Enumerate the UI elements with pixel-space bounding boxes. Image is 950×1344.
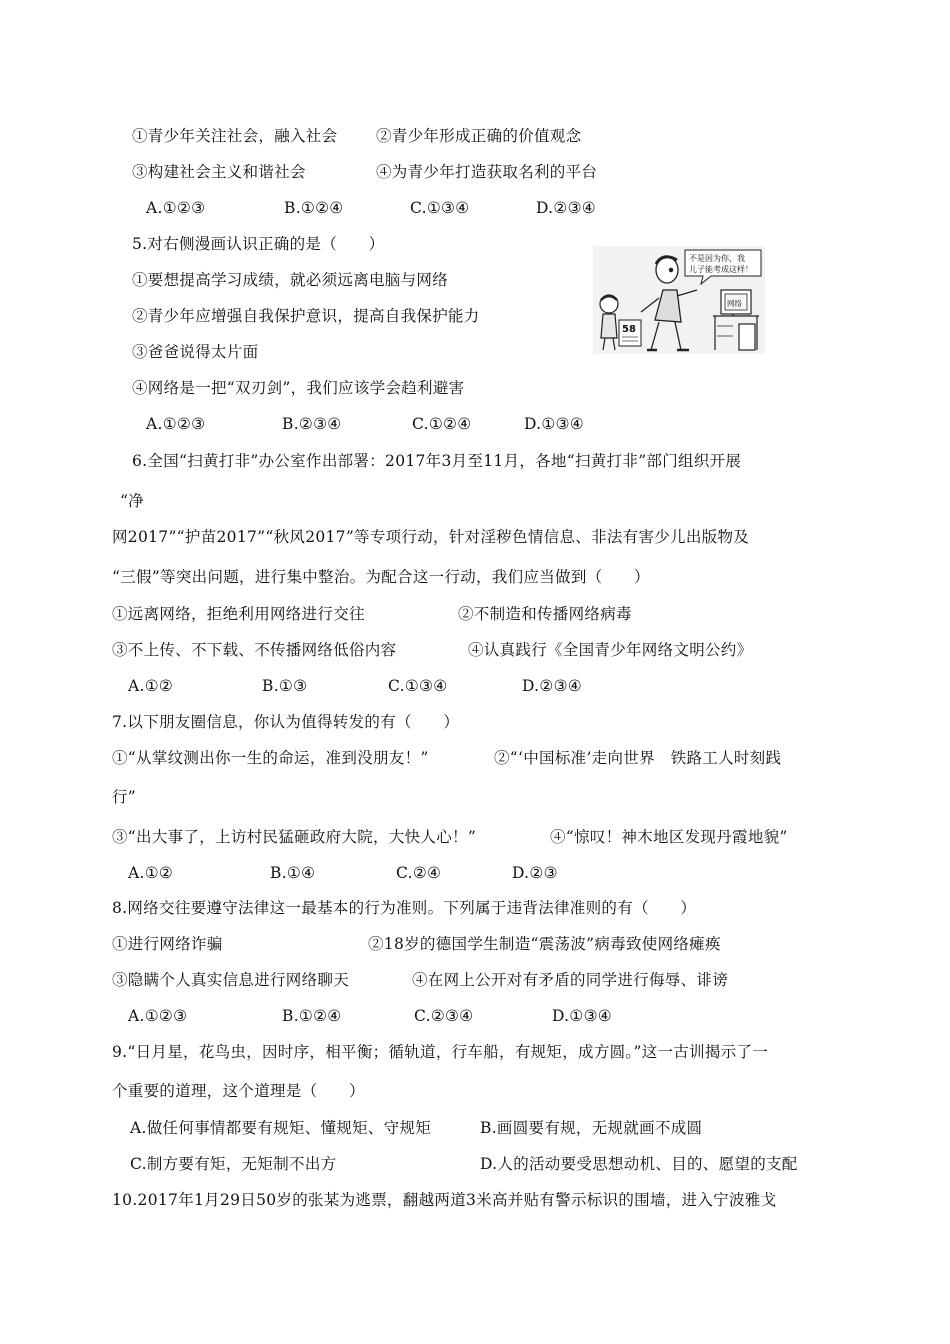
q4-choice-a: A.①②③ xyxy=(146,199,206,217)
q4-choice-c: C.①③④ xyxy=(410,199,470,217)
q4-option-2: ②青少年形成正确的价值观念 xyxy=(376,127,582,145)
q8-option-3: ③隐瞒个人真实信息进行网络聊天 xyxy=(112,971,350,989)
test-paper-score: 58 xyxy=(622,324,636,335)
q6-option-4: ④认真践行《全国青少年网络文明公约》 xyxy=(468,641,753,659)
q6-option-1: ①远离网络，拒绝利用网络进行交往 xyxy=(112,605,365,623)
q8-choice-b: B.①②④ xyxy=(282,1007,342,1025)
q5-choice-c: C.①②④ xyxy=(412,415,472,433)
q8-option-2: ②18岁的德国学生制造“震荡波”病毒致使网络瘫痪 xyxy=(368,935,721,953)
speech-line-1: 不是因为你，我 xyxy=(689,254,745,263)
q9-stem-line-1: 9.“日月星，花鸟虫，因时序，相平衡；循轨道，行车船，有规矩，成方圆。”这一古训揭示了一 xyxy=(112,1043,769,1061)
q7-option-2-continued: 行” xyxy=(112,788,137,806)
q4-option-1: ①青少年关注社会，融入社会 xyxy=(132,127,338,145)
speech-line-2: 儿子能考成这样！ xyxy=(689,265,753,274)
q7-choice-b: B.①④ xyxy=(270,864,316,882)
q5-choice-b: B.②③④ xyxy=(282,415,342,433)
q9-choice-a: A.做任何事情都要有规矩、懂规矩、守规矩 xyxy=(130,1119,432,1137)
q8-option-4: ④在网上公开对有矛盾的同学进行侮辱、诽谤 xyxy=(412,971,729,989)
monitor-label: 网络 xyxy=(727,299,742,308)
q8-stem: 8.网络交往要遵守法律这一最基本的行为准则。下列属于违背法律准则的有（ ） xyxy=(112,899,697,917)
q6-stem-line-3: 网2017”“护苗2017”“秋风2017”等专项行动，针对淫秽色情信息、非法有害少儿出版物及 xyxy=(112,528,750,546)
q4-option-3: ③构建社会主义和谐社会 xyxy=(132,163,306,181)
q8-choice-c: C.②③④ xyxy=(414,1007,474,1025)
q6-choice-d: D.②③④ xyxy=(522,677,582,695)
q8-option-1: ①进行网络诈骗 xyxy=(112,935,223,953)
q10-stem-line-1: 10.2017年1月29日50岁的张某为逃票，翻越两道3米高并贴有警示标识的围墙，进入宁波雅戈 xyxy=(112,1191,777,1209)
q7-choice-a: A.①② xyxy=(128,864,174,882)
q6-stem-line-2: “净 xyxy=(120,492,145,510)
q6-option-3: ③不上传、不下载、不传播网络低俗内容 xyxy=(112,641,397,659)
q4-choice-b: B.①②④ xyxy=(284,199,344,217)
q7-option-1: ①“从掌纹测出你一生的命运，准到没朋友！” xyxy=(112,749,429,767)
q6-stem-line-1: 6.全国“扫黄打非”办公室作出部署：2017年3月至11月，各地“扫黄打非”部门组织开展 xyxy=(132,452,742,470)
q9-choice-c: C.制方要有矩，无矩制不出方 xyxy=(130,1155,337,1173)
q5-option-4: ④网络是一把“双刃剑”，我们应该学会趋利避害 xyxy=(132,379,465,397)
q6-option-2: ②不制造和传播网络病毒 xyxy=(458,605,632,623)
q6-choice-a: A.①② xyxy=(128,677,174,695)
q6-stem-line-4: “三假”等突出问题，进行集中整治。为配合这一行动，我们应当做到（ ） xyxy=(112,568,650,586)
q8-choice-d: D.①③④ xyxy=(552,1007,612,1025)
q9-choice-d: D.人的活动要受思想动机、目的、愿望的支配 xyxy=(480,1155,798,1173)
q7-stem: 7.以下朋友圈信息，你认为值得转发的有（ ） xyxy=(112,713,460,731)
q9-stem-line-2: 个重要的道理，这个道理是（ ） xyxy=(112,1082,365,1100)
q9-choice-b: B.画圆要有规，无规就画不成圆 xyxy=(480,1119,703,1137)
q5-choice-d: D.①③④ xyxy=(524,415,584,433)
q7-option-2: ②“‘中国标准’走向世界 铁路工人时刻践 xyxy=(494,749,782,767)
q5-option-1: ①要想提高学习成绩，就必须远离电脑与网络 xyxy=(132,271,449,289)
q6-choice-b: B.①③ xyxy=(262,677,308,695)
q7-choice-d: D.②③ xyxy=(512,864,558,882)
q5-option-3: ③爸爸说得太片面 xyxy=(132,343,259,361)
q5-option-2: ②青少年应增强自我保护意识，提高自我保护能力 xyxy=(132,307,480,325)
q5-cartoon-illustration xyxy=(593,246,765,354)
q7-choice-c: C.②④ xyxy=(396,864,442,882)
q8-choice-a: A.①②③ xyxy=(128,1007,188,1025)
q4-option-4: ④为青少年打造获取名利的平台 xyxy=(376,163,598,181)
q6-choice-c: C.①③④ xyxy=(388,677,448,695)
q7-option-3: ③“出大事了，上访村民猛砸政府大院，大快人心！” xyxy=(112,828,477,846)
q5-stem: 5.对右侧漫画认识正确的是（ ） xyxy=(132,235,385,253)
q5-choice-a: A.①②③ xyxy=(146,415,206,433)
q4-choice-d: D.②③④ xyxy=(536,199,596,217)
q7-option-4: ④“惊叹！神木地区发现丹霞地貌” xyxy=(550,828,788,846)
